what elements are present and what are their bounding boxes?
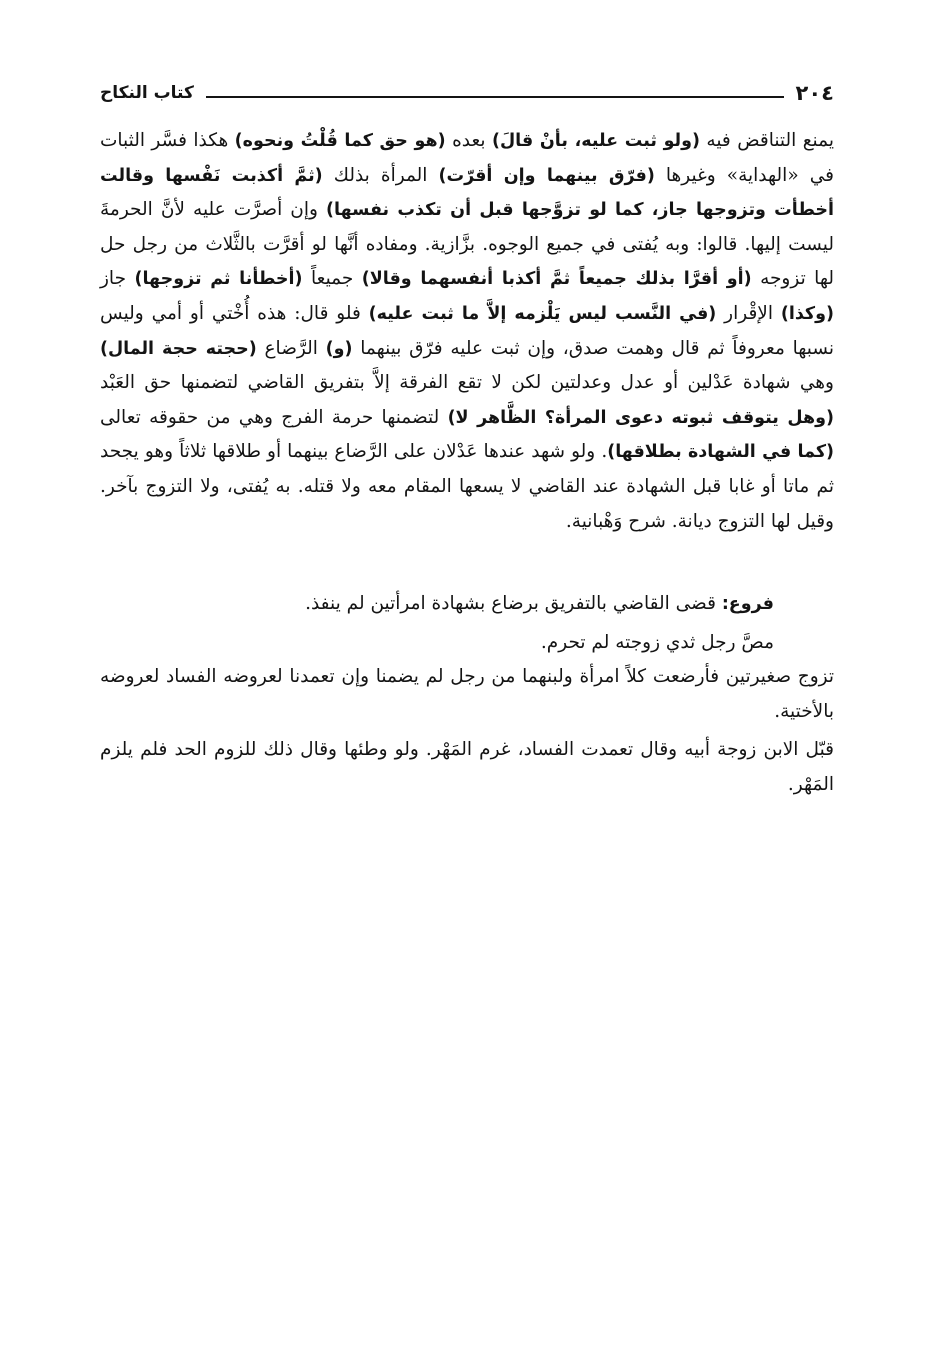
commentary-segment: . ولو شهد عندها عَدْلان على الرَّضاع بينهما أو طلاقها ثلاثاً وهو يجحد ثم ماتا أو غابا قبل الشهادة عند القاضي لا يسعها المقام معه ولا قتله. به يُفتى، ولا التزوج بآخر. وقيل لها التزوج ديانة. شرح وَهْبانية. [100, 441, 834, 532]
commentary-segment: الرَّضاع [256, 337, 326, 359]
commentary-segment: وهي شهادة عَدْلين أو عدل وعدلتين لكن لا تقع الفرقة إلاَّ بتفريق القاضي لتضمنها حق العَبْد [100, 372, 834, 394]
matn-segment: (وهل يتوقف ثبوته دعوى المرأة؟ الظَّاهر لا) [447, 407, 834, 428]
matn-segment: (كما في الشهادة بطلاقها) [607, 442, 835, 463]
commentary-segment: هكذا فسَّر الثبات في «الهداية» وغيرها [100, 130, 834, 186]
commentary-segment: وإن أصرَّت عليه لأنَّ الحرمةَ ليست إليها. قالوا: وبه يُفتى في جميع الوجوه. بزَّازية. ومفاده أنَّها لو أقرَّت بالثَّلاث من رجل حل لها تزوجه [100, 199, 834, 290]
main-body [100, 124, 834, 539]
branch-item-3: تزوج صغيرتين فأرضعت كلاً امرأة ولبنهما من رجل لم يضمنا وإن تعمدنا لعروضه الفساد لعروضه بالأختية. [100, 666, 834, 722]
commentary-segment: فلو قال: هذه أُخْتي أو أمي وليس نسبها معروفاً ثم قال وهمت صدق، وإن ثبت عليه فرّق بينهما [100, 302, 834, 359]
commentary-segment: يمنع التناقض فيه [700, 130, 834, 151]
running-header [100, 78, 834, 108]
matn-segment: (وكذا) [780, 303, 834, 324]
branches-section [100, 587, 834, 803]
body-paragraph [100, 124, 834, 539]
branch-text-1: قضى القاضي بالتفريق برضاع بشهادة امرأتين لم ينفذ. [305, 593, 722, 614]
matn-segment: (أو أقرَّا بذلك جميعاً ثمَّ أكذبا أنفسهما وقالا) [361, 269, 752, 290]
commentary-segment: جاز [100, 268, 135, 290]
header-rule [206, 96, 784, 98]
matn-segment: (ولو ثبت عليه، بأنْ قالَ) [492, 131, 700, 151]
matn-segment: (ثمَّ أكذبت نَفْسها وقالت أخطأت وتزوجها جاز، كما لو تزوَّجها قبل أن تكذب نفسها) [100, 165, 834, 221]
branch-item-4: قبّل الابن زوجة أبيه وقال تعمدت الفساد، غرم المَهْر. ولو وطئها وقال ذلك للزوم الحد فلم يلزم المَهْر. [100, 739, 834, 795]
book-title: كتاب النكاح [100, 83, 194, 103]
matn-segment: (أخطأنا ثم تزوجها) [134, 269, 303, 290]
branch-item-2: مصَّ رجل ثدي زوجته لم تحرم. [540, 631, 774, 653]
matn-segment: (حجته حجة المال) [100, 338, 257, 359]
commentary-segment: جميعاً [302, 268, 362, 290]
commentary-segment: المرأة بذلك [322, 164, 439, 186]
branches-label: فروع: [721, 594, 774, 614]
commentary-segment: الإقْرار [716, 302, 781, 324]
matn-segment: (فرّق بينهما وإن أقرّت) [438, 165, 655, 186]
matn-segment: (في النَّسب ليس يَلْزمه إلاَّ ما ثبت عليه) [368, 303, 717, 324]
commentary-segment: بعده [445, 130, 492, 151]
matn-segment: (هو حق كما قُلْتُ ونحوه) [234, 131, 446, 151]
page-number: ٢٠٤ [795, 81, 834, 105]
branch-item-1 [100, 587, 834, 622]
matn-segment: (و) [325, 338, 353, 359]
commentary-segment: لتضمنها حرمة الفرج وهي من حقوقه تعالى [100, 406, 448, 428]
